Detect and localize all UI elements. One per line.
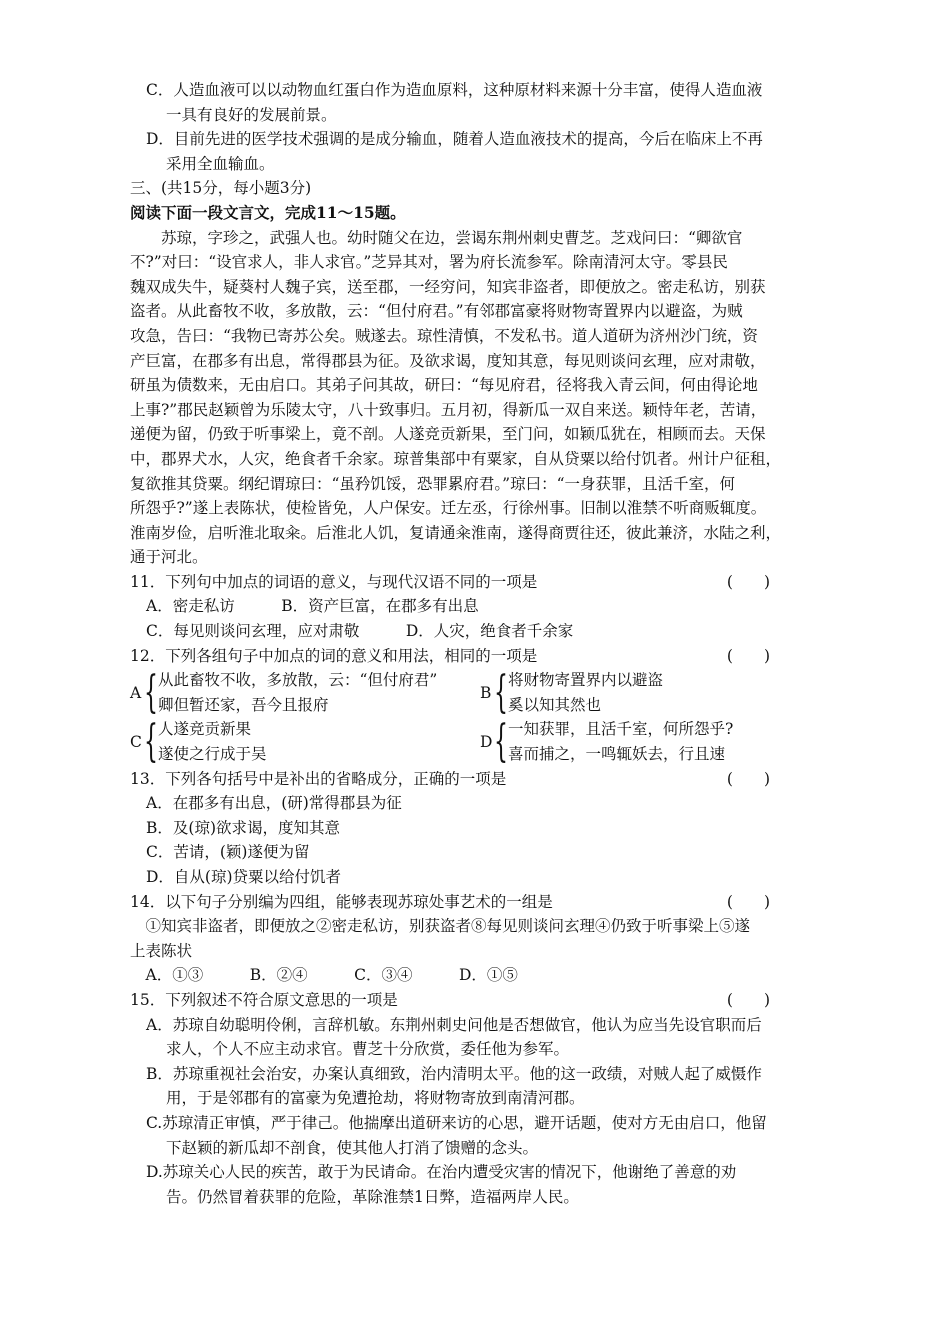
question-15-option: B．苏琼重视社会治安，办案认真细致，治内清明太平。他的这一政绩，对贼人起了威慑作 — [146, 1064, 762, 1083]
question-13-option: B．及(琼)欲求谒，度知其意 — [146, 818, 340, 837]
passage-line: 攻急，告曰：“我物已寄苏公矣。贼遂去。琼性清慎，不发私书。道人道研为济州沙门统，资 — [130, 326, 758, 345]
passage-line: 通于河北。 — [130, 548, 208, 567]
question-15-option: A．苏琼自幼聪明伶俐，言辞机敏。东荆州刺史问他是否想做官，他认为应当先设官职而后 — [146, 1015, 762, 1034]
option-sentence: 卿但暂还家，吾今且报府 — [158, 695, 329, 714]
option-line: 采用全血输血。 — [166, 154, 275, 173]
question-stem: 15．下列叙述不符合原文意思的一项是 — [130, 990, 398, 1009]
passage-line: 不?”对曰：“设官求人，非人求官。”芝异其对，署为府长流参军。除南清河太守。零县民 — [130, 253, 728, 272]
option-line: D．目前先进的医学技术强调的是成分输血，随着人造血液技术的提高，今后在临床上不再 — [146, 130, 763, 149]
passage-line: 研虽为债数来，无由启口。其弟子问其故，研曰：“每见府君，径将我入青云间，何由得论地 — [130, 376, 758, 395]
option-sentence: 一知获罪，且活千室，何所怨乎? — [508, 720, 734, 739]
brace-icon: { — [144, 716, 158, 768]
question-13-stem — [130, 767, 830, 792]
section-heading: 三、(共15分，每小题3分) — [130, 179, 312, 198]
answer-blank: ( ) — [726, 892, 770, 911]
passage-line: 淮南岁俭，启听淮北取籴。后淮北人饥，复请通籴淮南，遂得商贾往还，彼此兼济，水陆之利， — [130, 523, 782, 542]
question-stem: 13．下列各句括号中是补出的省略成分，正确的一项是 — [130, 769, 507, 788]
option-letter: D — [480, 732, 493, 751]
answer-blank: ( ) — [726, 990, 770, 1009]
question-stem: 12．下列各组句子中加点的词的意义和用法，相同的一项是 — [130, 646, 538, 665]
question-11-options-row: A．密走私访 B．资产巨富，在郡多有出息 — [146, 597, 479, 616]
question-12-options-row — [130, 668, 830, 717]
question-14-options: A．①③ B．②④ C．③④ D．①⑤ — [130, 966, 518, 985]
option-group-b — [480, 668, 830, 717]
question-12-options-row — [130, 717, 830, 766]
question-15-option: 告。仍然冒着获罪的危险，革除淮禁1日弊，造福两岸人民。 — [166, 1187, 579, 1206]
option-letter: A — [130, 683, 142, 702]
question-15-option: D.苏琼关心人民的疾苦，敢于为民请命。在治内遭受灾害的情况下，他谢绝了善意的劝 — [146, 1163, 737, 1182]
passage-line: 苏琼，字珍之，武强人也。幼时随父在边，尝谒东荆州刺史曹芝。芝戏问曰：“卿欲官 — [130, 228, 743, 247]
question-13-option: A．在郡多有出息，(研)常得郡县为征 — [146, 794, 402, 813]
passage-line: 盗者。从此畜牧不收，多放散，云：“但付府君。”有邻郡富豪将财物寄置界内以避盗，为贼 — [130, 302, 743, 321]
option-group-c — [130, 717, 480, 766]
question-12-stem — [130, 644, 830, 669]
option-group-d — [480, 717, 830, 766]
question-stem: 11．下列句中加点的词语的意义，与现代汉语不同的一项是 — [130, 572, 538, 591]
answer-blank: ( ) — [726, 769, 770, 788]
exam-page — [130, 78, 830, 1209]
question-15-stem — [130, 988, 830, 1013]
question-11-stem — [130, 570, 830, 595]
passage-line: 中，郡界犬水，人灾，绝食者千余家。琼普集部中有粟家，自从贷粟以给付饥者。州计户征租， — [130, 449, 782, 468]
option-letter: B — [480, 683, 492, 702]
question-15-option: 求人，个人不应主动求官。曹芝十分欣赏，委任他为参军。 — [166, 1040, 570, 1059]
passage-line: 魏双成失牛，疑葵村人魏子宾，送至郡，一经穷问，知宾非盗者，即便放之。密走私访，别获 — [130, 277, 766, 296]
option-sentence: 人遂竞贡新果 — [158, 720, 252, 739]
question-14-items: ①知宾非盗者，即便放之②密走私访，别获盗者⑧每见则谈问玄理④仍致于听事梁上⑤遂 — [130, 917, 751, 936]
question-15-option: C.苏琼清正审慎，严于律己。他揣摩出道研来访的心思，避开话题，使对方无由启口，他留 — [146, 1113, 767, 1132]
option-letter: C — [130, 732, 142, 751]
brace-icon: { — [144, 666, 158, 718]
option-sentence: 将财物寄置界内以避盗 — [508, 671, 664, 690]
question-11-options-row: C．每见则谈问玄理，应对肃敬 D．人灾，绝食者千余家 — [146, 622, 574, 641]
question-14-items: 上表陈状 — [130, 941, 193, 960]
option-sentence: 遂使之行成于吴 — [158, 745, 267, 764]
classical-passage — [130, 226, 830, 570]
passage-line: 产巨富，在郡多有出息，常得郡县为征。及欲求谒，度知其意，每见则谈问玄理，应对肃敬， — [130, 351, 766, 370]
option-group-a — [130, 668, 480, 717]
passage-line: 所怨乎?”遂上表陈状，使检皆免，人户保安。迁左丞，行徐州事。旧制以淮禁不听商贩辄度。 — [130, 499, 767, 518]
passage-line: 递便为留，仍致于听事梁上，竟不剖。人遂竞贡新果，至门问，如颖瓜犹在，相顾而去。天保 — [130, 425, 766, 444]
option-line: 一具有良好的发展前景。 — [166, 105, 337, 124]
option-sentence: 奚以知其然也 — [508, 695, 602, 714]
section-instruction: 阅读下面一段文言文，完成11～15题。 — [130, 202, 406, 222]
option-sentence: 喜而捕之，一鸣辄妖去，行且速 — [508, 745, 726, 764]
question-13-option: D．自从(琼)贷粟以给付饥者 — [146, 868, 342, 886]
answer-blank: ( ) — [726, 646, 770, 665]
brace-icon: { — [494, 716, 508, 768]
answer-blank: ( ) — [726, 572, 770, 591]
option-sentence: 从此畜牧不收，多放散，云：“但付府君” — [158, 671, 438, 690]
question-15-option: 下赵颖的新瓜却不剖食，使其他人打消了馈赠的念头。 — [166, 1138, 539, 1157]
question-13-option: C．苦请，(颖)遂便为留 — [146, 843, 310, 862]
question-stem: 14．以下句子分别编为四组，能够表现苏琼处事艺术的一组是 — [130, 892, 553, 911]
question-15-option: 用，于是邻郡有的富豪为免遭抢劫，将财物寄放到南清河郡。 — [166, 1089, 585, 1108]
passage-line: 复欲推其贷粟。纲纪谓琼曰：“虽矜饥馁，恐罪累府君。”琼曰：“一身获罪，且活千室，何 — [130, 474, 736, 493]
brace-icon: { — [494, 666, 508, 718]
passage-line: 上事?”郡民赵颖曾为乐陵太守，八十致事归。五月初，得新瓜一双自来送。颖恃年老，苦请， — [130, 400, 767, 419]
option-line: C．人造血液可以以动物血红蛋白作为造血原料，这种原材料来源十分丰富，使得人造血液 — [146, 81, 763, 99]
question-14-stem — [130, 890, 830, 915]
